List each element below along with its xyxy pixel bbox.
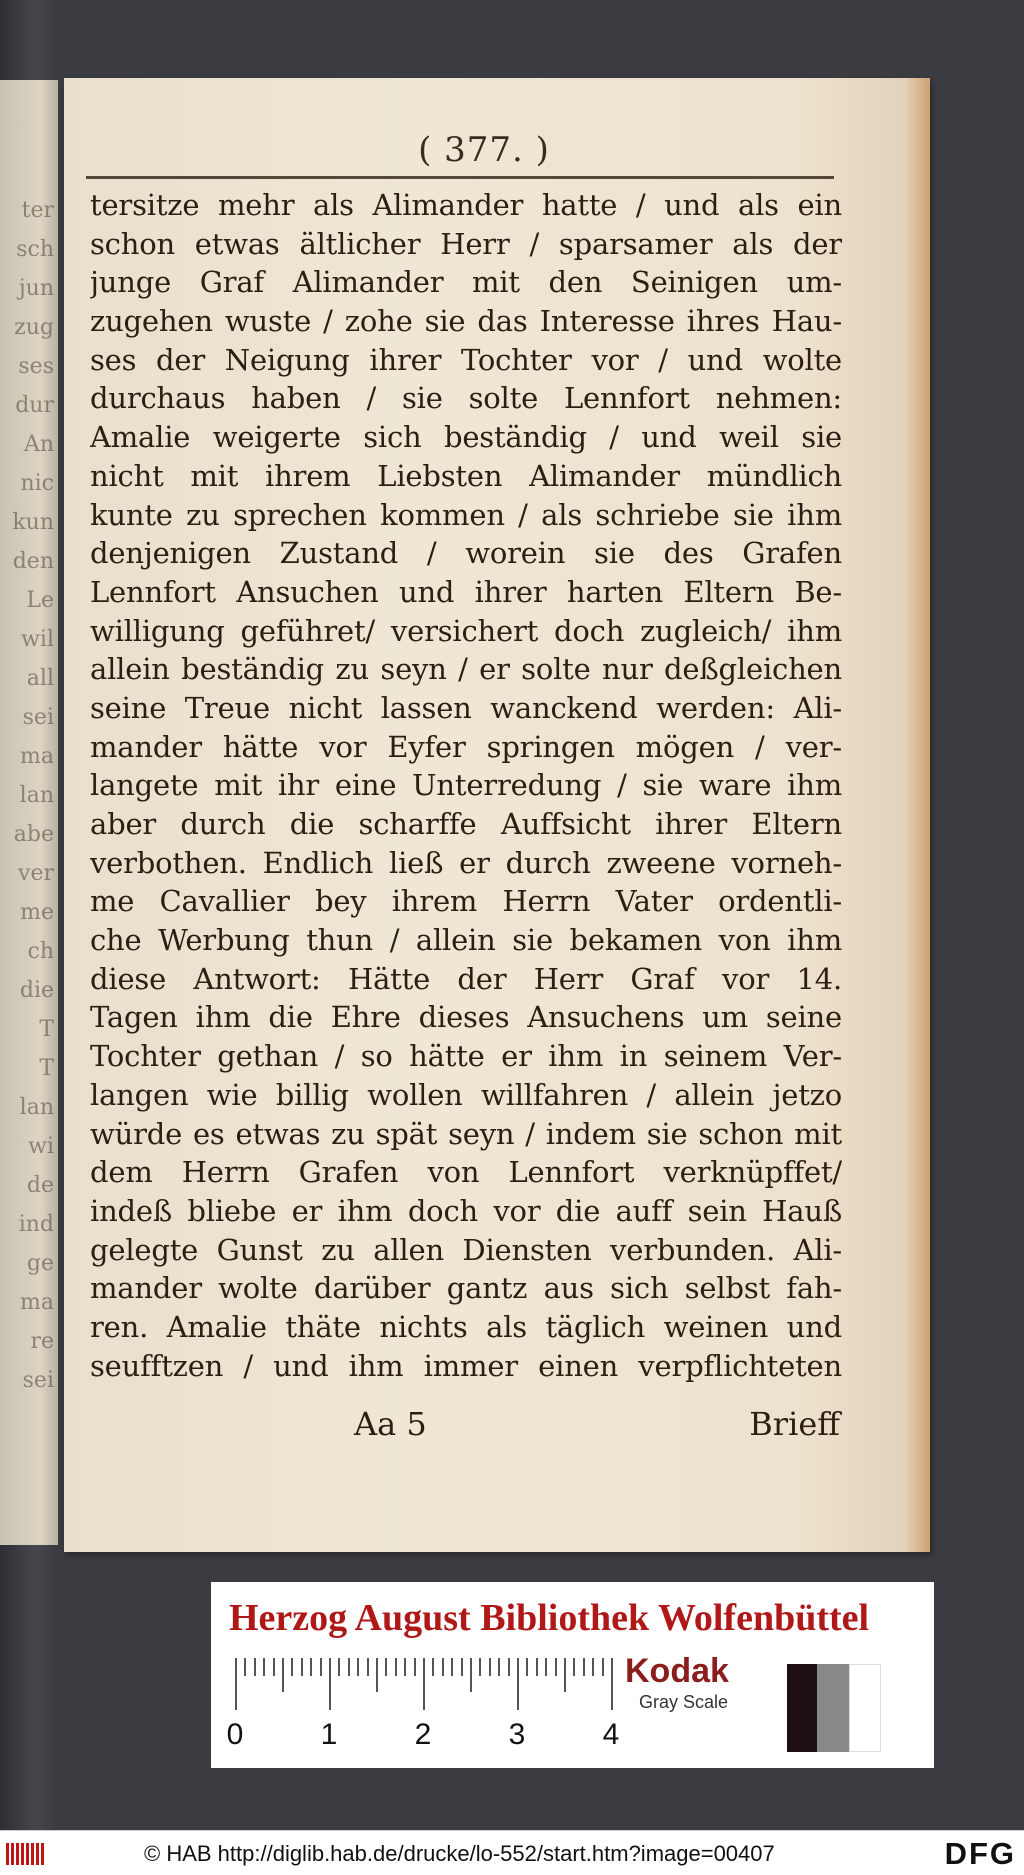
ruler-number: 2	[414, 1718, 432, 1751]
previous-page-fragments	[0, 198, 58, 1407]
prev-page-fragment: ter	[21, 198, 54, 223]
text-line: langen wie billig wollen willfahren / allein jetzo	[90, 1077, 842, 1112]
text-line: langete mit ihr eine Unterredung / sie ware ihm	[90, 768, 842, 803]
hab-bar	[26, 1843, 29, 1865]
prev-page-fragment: ver	[18, 861, 54, 886]
prev-page-fragment: ge	[26, 1251, 54, 1276]
prev-page-fragment: ch	[27, 939, 54, 964]
ruler-tick	[423, 1658, 425, 1710]
text-line: willigung geführet/ versichert doch zugleich/ ihm	[90, 613, 842, 648]
ruler-tick	[254, 1658, 256, 1676]
ruler-tick	[432, 1658, 434, 1676]
ruler-tick	[592, 1658, 594, 1676]
ruler-tick	[545, 1658, 547, 1676]
hab-bar	[36, 1843, 39, 1865]
ruler-tick	[282, 1658, 284, 1692]
color-calibration-card	[211, 1582, 934, 1768]
prev-page-fragment: Le	[26, 588, 54, 613]
prev-page-fragment: zug	[14, 315, 54, 340]
text-line: allein beständig zu seyn / er solte nur deßgleichen	[90, 652, 842, 687]
hab-bars-icon	[6, 1843, 48, 1865]
ruler-number: 4	[602, 1718, 620, 1751]
prev-page-fragment: den	[12, 549, 54, 574]
ruler-tick	[470, 1658, 472, 1692]
ruler-tick	[564, 1658, 566, 1692]
previous-page-edge	[0, 80, 58, 1545]
ruler-tick	[498, 1658, 500, 1676]
text-line: Tagen ihm die Ehre dieses Ansuchens um seine	[90, 1000, 842, 1035]
ruler-tick	[263, 1658, 265, 1676]
text-line: kunte zu sprechen kommen / als schriebe sie ihm	[90, 497, 842, 532]
prev-page-fragment: sei	[22, 1368, 54, 1393]
text-line: aber durch die scharffe Auffsicht ihrer Eltern	[90, 807, 842, 841]
ruler-tick	[376, 1658, 378, 1692]
ruler-tick	[526, 1658, 528, 1676]
ruler-tick	[329, 1658, 331, 1710]
hab-bar	[41, 1843, 44, 1865]
text-line: me Cavallier bey ihrem Herrn Vater ordentli-	[90, 884, 842, 919]
header-rule	[86, 176, 834, 179]
prev-page-fragment: sch	[16, 237, 54, 262]
ruler-tick	[479, 1658, 481, 1676]
ruler-tick	[367, 1658, 369, 1676]
text-line: indeß bliebe er ihm doch vor die auff sein Hauß	[90, 1193, 842, 1228]
ruler-labels	[225, 1718, 625, 1758]
ruler-number: 3	[508, 1718, 526, 1751]
gray-swatch-mid	[817, 1664, 849, 1752]
text-line: denjenigen Zustand / worein sie des Grafen	[90, 536, 842, 571]
dfg-logo: DFG	[944, 1836, 1016, 1871]
ruler-tick	[273, 1658, 275, 1676]
ruler-number: 1	[320, 1718, 338, 1751]
text-line: dem Herrn Grafen von Lennfort verknüpffet/	[90, 1155, 842, 1190]
text-line: ren. Amalie thäte nichts als täglich weinen und	[90, 1309, 842, 1344]
prev-page-fragment: re	[30, 1329, 54, 1354]
page-number: ( 377. )	[418, 130, 550, 170]
ruler-tick	[583, 1658, 585, 1676]
prev-page-fragment: sei	[22, 705, 54, 730]
prev-page-fragment: die	[19, 978, 54, 1003]
text-line: Tochter gethan / so hätte er ihm in seinem Ver-	[90, 1039, 842, 1074]
ruler-tick	[395, 1658, 397, 1676]
ruler-tick	[338, 1658, 340, 1676]
text-line: verbothen. Endlich ließ er durch zweene vorneh-	[90, 845, 842, 880]
gray-scale-label: Gray Scale	[639, 1692, 729, 1712]
ruler-tick	[555, 1658, 557, 1676]
prev-page-fragment: wi	[28, 1134, 54, 1159]
text-line: schon etwas ältlicher Herr / sparsamer als der	[90, 226, 842, 261]
prev-page-fragment: lan	[19, 783, 54, 808]
text-line: gelegte Gunst zu allen Diensten verbunden. Ali-	[90, 1232, 842, 1267]
prev-page-fragment: T	[39, 1017, 54, 1042]
measurement-ruler	[235, 1658, 615, 1710]
hab-bar	[6, 1843, 9, 1865]
prev-page-fragment: dur	[15, 393, 54, 418]
prev-page-fragment: jun	[18, 276, 54, 301]
ruler-tick	[602, 1658, 604, 1676]
text-line: che Werbung thun / allein sie bekamen von ihm	[90, 923, 842, 958]
gray-swatch-dark	[787, 1664, 817, 1752]
prev-page-fragment: ses	[18, 354, 54, 379]
prev-page-fragment: ma	[20, 744, 54, 769]
ruler-tick	[573, 1658, 575, 1676]
prev-page-fragment: abe	[13, 822, 54, 847]
copyright-link[interactable]: © HAB http://diglib.hab.de/drucke/lo-552/start.htm?image=00407	[144, 1841, 775, 1866]
ruler-tick	[235, 1658, 237, 1710]
prev-page-fragment: lan	[19, 1095, 54, 1120]
page-body-text	[90, 186, 842, 1385]
ruler-number: 0	[226, 1718, 244, 1751]
ruler-tick	[536, 1658, 538, 1676]
ruler-tick	[310, 1658, 312, 1676]
text-line: ses der Neigung ihrer Tochter vor / und wolte	[90, 342, 842, 377]
ruler-tick	[611, 1658, 613, 1710]
signature-mark: Aa 5	[354, 1405, 427, 1443]
text-line: diese Antwort: Hätte der Herr Graf vor 14.	[90, 961, 842, 996]
text-line: Amalie weigerte sich beständig / und weil sie	[90, 420, 842, 455]
prev-page-fragment: me	[20, 900, 54, 925]
prev-page-fragment: ma	[20, 1290, 54, 1315]
text-line: tersitze mehr als Alimander hatte / und als ein	[90, 188, 842, 222]
ruler-tick	[517, 1658, 519, 1710]
prev-page-fragment: T	[39, 1056, 54, 1081]
text-line: seine Treue nicht lassen wanckend werden: Ali-	[90, 690, 842, 725]
gray-swatch-white	[849, 1664, 881, 1752]
library-title: Herzog August Bibliothek Wolfenbüttel	[229, 1597, 870, 1639]
ruler-tick	[385, 1658, 387, 1676]
text-line: mander hätte vor Eyfer springen mögen / ver-	[90, 729, 842, 764]
hab-bar	[16, 1843, 19, 1865]
hab-bar	[21, 1843, 24, 1865]
ruler-tick	[244, 1658, 246, 1676]
prev-page-fragment: kun	[12, 510, 54, 535]
text-line: nicht mit ihrem Liebsten Alimander mündlich	[90, 458, 842, 493]
ruler-tick	[451, 1658, 453, 1676]
ruler-tick	[301, 1658, 303, 1676]
ruler-tick	[291, 1658, 293, 1676]
text-line: seufftzen / und ihm immer einen verpflichteten	[90, 1348, 842, 1383]
ruler-tick	[489, 1658, 491, 1676]
ruler-tick	[508, 1658, 510, 1676]
ruler-tick	[357, 1658, 359, 1676]
prev-page-fragment: de	[26, 1173, 54, 1198]
book-page	[64, 78, 930, 1552]
ruler-tick	[404, 1658, 406, 1676]
prev-page-fragment: all	[26, 666, 54, 691]
hab-bar	[31, 1843, 34, 1865]
text-line: mander wolte darüber gantz aus sich selbst fah-	[90, 1271, 842, 1306]
viewer-footer	[0, 1830, 1024, 1875]
prev-page-fragment: ind	[18, 1212, 54, 1237]
text-line: durchaus haben / sie solte Lennfort nehmen:	[90, 381, 842, 416]
hab-bar	[11, 1843, 14, 1865]
ruler-tick	[348, 1658, 350, 1676]
text-line: zugehen wuste / zohe sie das Interesse ihres Hau-	[90, 304, 842, 339]
prev-page-fragment: nic	[20, 471, 54, 496]
ruler-tick	[461, 1658, 463, 1676]
text-line: junge Graf Alimander mit den Seinigen um-	[90, 265, 842, 300]
prev-page-fragment: wil	[21, 627, 54, 652]
prev-page-fragment: An	[23, 432, 54, 457]
ruler-tick	[442, 1658, 444, 1676]
kodak-logo: Kodak	[625, 1652, 729, 1690]
text-line: Lennfort Ansuchen und ihrer harten Eltern Be-	[90, 574, 842, 609]
ruler-tick	[414, 1658, 416, 1676]
catchword: Brieff	[749, 1405, 840, 1443]
text-line: würde es etwas zu spät seyn / indem sie schon mit	[90, 1116, 842, 1151]
ruler-tick	[320, 1658, 322, 1676]
